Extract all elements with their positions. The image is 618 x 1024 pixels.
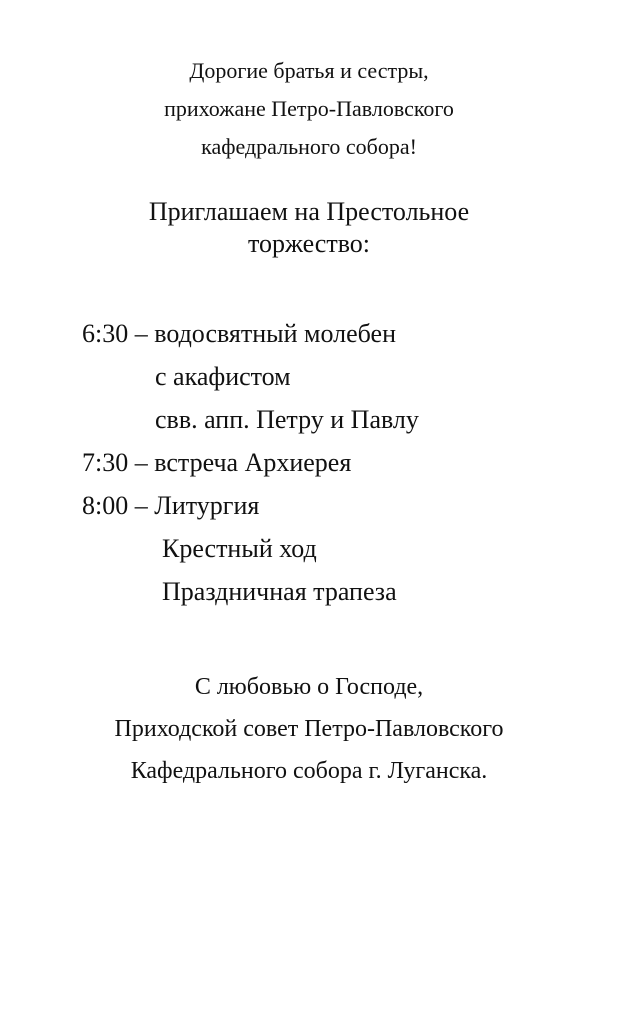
greeting-line-3: кафедрального собора! [201,134,417,159]
greeting-line-1: Дорогие братья и сестры, [189,58,429,83]
greeting-block [0,52,618,166]
greeting-line-2: прихожане Петро-Павловского [164,96,454,121]
closing-line-1: С любовью о Господе, [194,674,424,700]
invitation-line-1: Приглашаем на Престольное [148,197,470,226]
schedule-item-meal: Праздничная трапеза [162,577,397,606]
schedule-item-apostles: свв. апп. Петру и Павлу [155,405,419,434]
closing-line-2: Приходской совет Петро-Павловского [114,716,504,742]
schedule-item-procession: Крестный ход [162,534,317,563]
closing-line-3: Кафедрального собора г. Луганска. [130,758,488,784]
invitation-heading [0,196,618,260]
closing-signature [0,666,618,792]
schedule-item-0800: 8:00 – Литургия [82,491,260,520]
schedule-item-akathist: с акафистом [155,362,291,391]
invitation-line-2: торжество: [247,229,371,258]
schedule-item-0630: 6:30 – водосвятный молебен [82,319,397,348]
schedule-item-0730: 7:30 – встреча Архиерея [82,448,352,477]
schedule-list [82,312,602,613]
